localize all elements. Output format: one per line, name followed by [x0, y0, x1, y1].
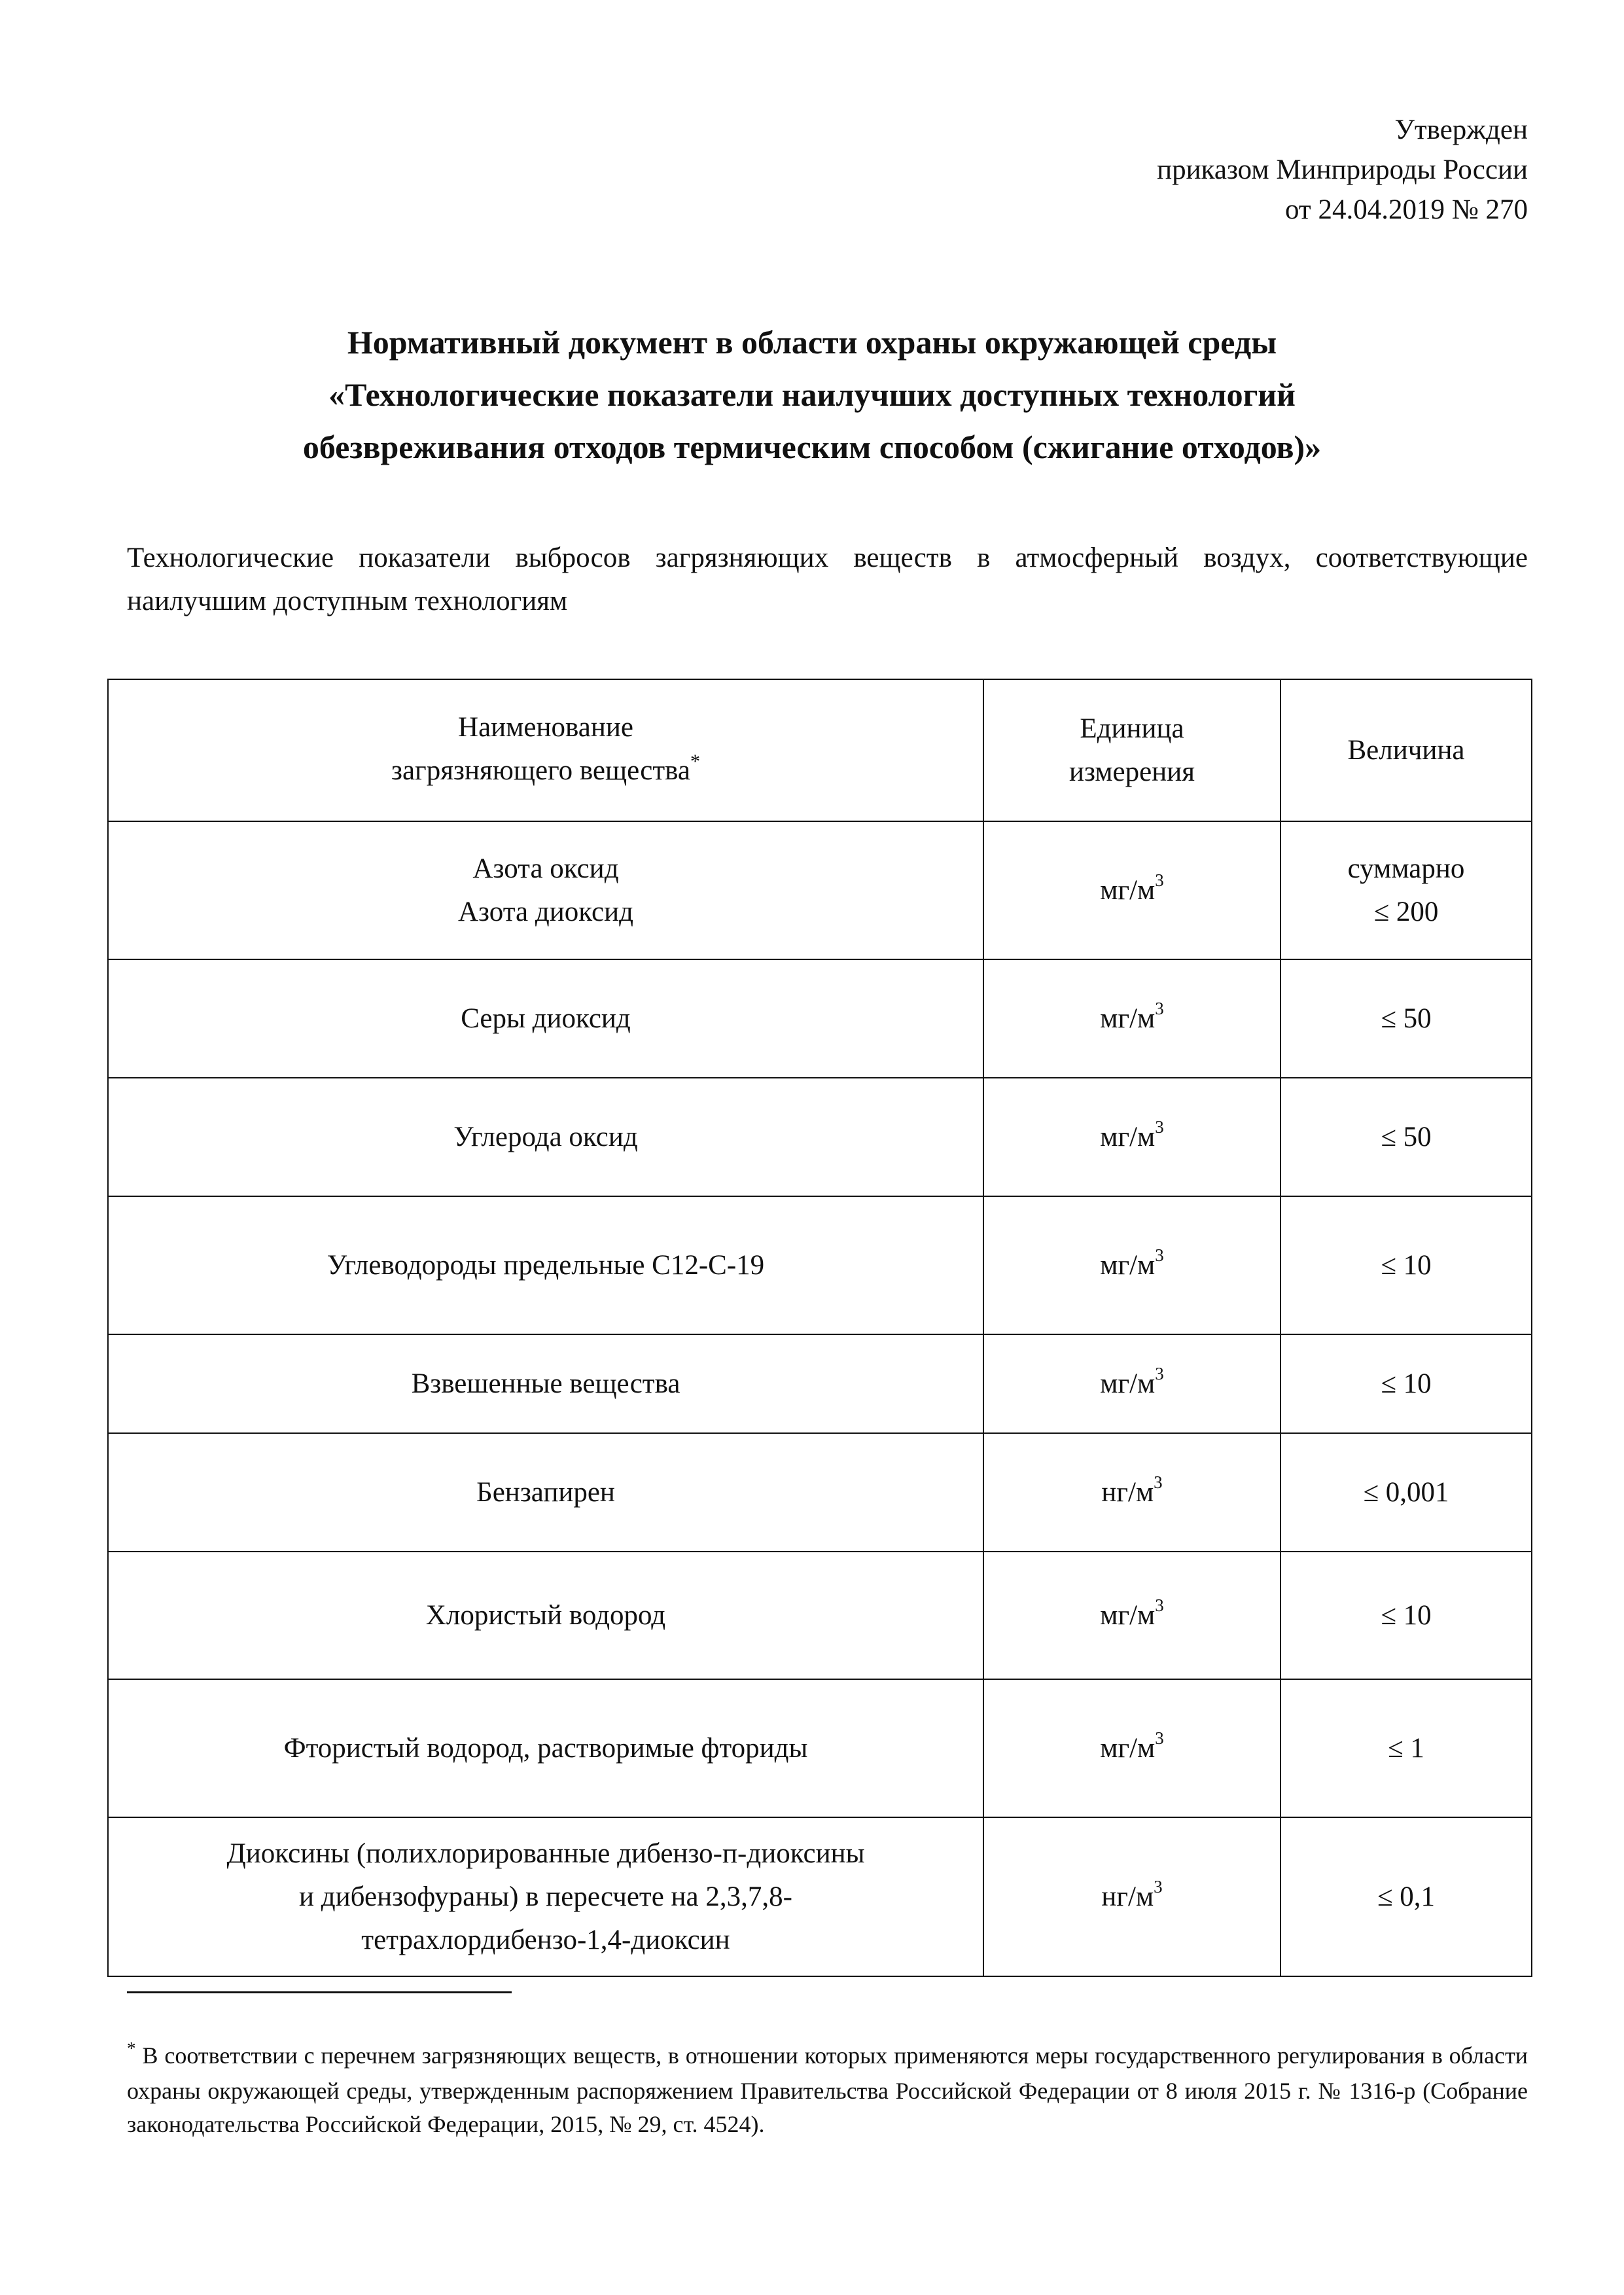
unit-text: нг/м	[1101, 1881, 1154, 1912]
unit-exponent: 3	[1155, 999, 1164, 1019]
value-cell	[1280, 1679, 1532, 1817]
unit-exponent: 3	[1155, 1245, 1164, 1266]
pollutants-table	[107, 679, 1532, 1977]
pollutant-name-line-1: Бензапирен	[476, 1476, 615, 1508]
pollutant-name-cell	[108, 1433, 983, 1552]
table-row	[108, 1817, 1532, 1976]
table-row	[108, 1334, 1532, 1433]
unit-cell	[983, 1817, 1280, 1976]
unit-exponent: 3	[1155, 1117, 1164, 1137]
header-unit-line-2: измерения	[1068, 756, 1195, 787]
header-unit-line-1: Единица	[1080, 713, 1184, 744]
value-cell	[1280, 1078, 1532, 1196]
unit-cell	[983, 1679, 1280, 1817]
footnote-mark: *	[127, 2038, 136, 2058]
value-line-1: ≤ 0,1	[1377, 1881, 1436, 1912]
approval-line-3: от 24.04.2019 № 270	[1284, 194, 1528, 225]
unit-text: мг/м	[1100, 874, 1156, 906]
value-cell	[1280, 1433, 1532, 1552]
value-line-1: ≤ 1	[1388, 1732, 1424, 1764]
unit-text: мг/м	[1100, 1121, 1156, 1152]
footnote-text: В соответствии с перечнем загрязняющих веществ, в отношении которых применяются меры государственного регулирования в области охраны окружающей среды, утвержденным распоряжением Правительства Российской Федерации от 8 июля 2015 г. № 1316-р (Собрание законодательства Российской Федерации, 2015, № 29, ст. 4524).	[127, 2042, 1528, 2137]
pollutant-name-line-1: Серы диоксид	[461, 1003, 631, 1034]
footnote	[127, 2039, 1528, 2141]
pollutant-name-line-1: Фтористый водород, растворимые фториды	[283, 1732, 808, 1764]
pollutant-name-cell	[108, 1679, 983, 1817]
table-row	[108, 1078, 1532, 1196]
unit-exponent: 3	[1155, 1595, 1164, 1616]
intro-paragraph: Технологические показатели выбросов загрязняющих веществ в атмосферный воздух, соответствующие наилучшим доступным технологиям	[127, 543, 1528, 616]
value-cell	[1280, 1817, 1532, 1976]
unit-cell	[983, 1334, 1280, 1433]
pollutant-name-line-1: Взвешенные вещества	[411, 1368, 680, 1399]
value-line-1: ≤ 10	[1381, 1599, 1432, 1631]
pollutant-name-line-3: тетрахлордибензо-1,4-диоксин	[361, 1924, 730, 1955]
pollutant-name-cell	[108, 959, 983, 1078]
pollutant-name-line-1: Хлористый водород	[425, 1599, 666, 1631]
unit-exponent: 3	[1155, 870, 1164, 891]
header-name-line-2-text: загрязняющего вещества	[391, 755, 690, 786]
approval-line-2: приказом Минприроды России	[1157, 154, 1528, 185]
header-name-line-1: Наименование	[458, 711, 633, 743]
pollutant-name-line-1: Углерода оксид	[453, 1121, 638, 1152]
pollutant-name-cell	[108, 1334, 983, 1433]
pollutant-name-cell	[108, 821, 983, 959]
header-name-line-2	[119, 749, 972, 795]
table-row	[108, 1679, 1532, 1817]
unit-exponent: 3	[1154, 1472, 1163, 1493]
approval-line-1: Утвержден	[1394, 115, 1528, 145]
value-cell	[1280, 1196, 1532, 1334]
header-unit	[983, 679, 1280, 821]
value-cell	[1280, 959, 1532, 1078]
unit-cell	[983, 1078, 1280, 1196]
pollutant-name-cell	[108, 1552, 983, 1679]
pollutant-name-cell	[108, 1196, 983, 1334]
unit-text: мг/м	[1100, 1599, 1156, 1631]
pollutant-name-line-1: Диоксины (полихлорированные дибензо-п-диоксины	[226, 1838, 865, 1869]
footnote-reference-mark: *	[690, 750, 700, 772]
header-value: Величина	[1280, 679, 1532, 821]
value-line-1: ≤ 10	[1381, 1368, 1432, 1399]
unit-cell	[983, 821, 1280, 959]
approval-block	[1157, 110, 1528, 230]
table-header-row	[108, 679, 1532, 821]
unit-cell	[983, 959, 1280, 1078]
unit-text: нг/м	[1101, 1476, 1154, 1508]
value-line-1: ≤ 10	[1381, 1249, 1432, 1281]
table-body	[108, 821, 1532, 1976]
table-row	[108, 959, 1532, 1078]
table-row	[108, 1552, 1532, 1679]
value-cell	[1280, 1334, 1532, 1433]
value-line-1: ≤ 0,001	[1363, 1476, 1449, 1508]
pollutant-name-line-2: Азота диоксид	[457, 896, 634, 927]
unit-exponent: 3	[1154, 1877, 1163, 1897]
unit-text: мг/м	[1100, 1249, 1156, 1281]
pollutant-name-line-1: Углеводороды предельные С12-С-19	[327, 1249, 765, 1281]
unit-text: мг/м	[1100, 1368, 1156, 1399]
document-title	[98, 316, 1526, 473]
unit-text: мг/м	[1100, 1732, 1156, 1764]
unit-exponent: 3	[1155, 1364, 1164, 1384]
pollutant-name-cell	[108, 1078, 983, 1196]
value-line-2: ≤ 200	[1373, 896, 1439, 927]
unit-exponent: 3	[1155, 1728, 1164, 1749]
pollutant-name-cell	[108, 1817, 983, 1976]
title-line-3: обезвреживания отходов термическим способом (сжигание отходов)»	[302, 429, 1322, 465]
value-cell	[1280, 821, 1532, 959]
title-line-2: «Технологические показатели наилучших доступных технологий	[328, 376, 1296, 413]
unit-text: мг/м	[1100, 1003, 1156, 1034]
unit-cell	[983, 1196, 1280, 1334]
footnote-divider	[127, 1991, 512, 1993]
table-row	[108, 821, 1532, 959]
value-line-1: ≤ 50	[1381, 1003, 1432, 1034]
table-row	[108, 1433, 1532, 1552]
unit-cell	[983, 1552, 1280, 1679]
title-line-1: Нормативный документ в области охраны окружающей среды	[347, 324, 1277, 361]
header-name	[108, 679, 983, 821]
table-row	[108, 1196, 1532, 1334]
value-cell	[1280, 1552, 1532, 1679]
value-line-1: ≤ 50	[1381, 1121, 1432, 1152]
pollutant-name-line-1: Азота оксид	[472, 853, 619, 884]
pollutant-name-line-2: и дибензофураны) в пересчете на 2,3,7,8-	[299, 1881, 792, 1912]
value-line-1: суммарно	[1347, 853, 1465, 884]
unit-cell	[983, 1433, 1280, 1552]
